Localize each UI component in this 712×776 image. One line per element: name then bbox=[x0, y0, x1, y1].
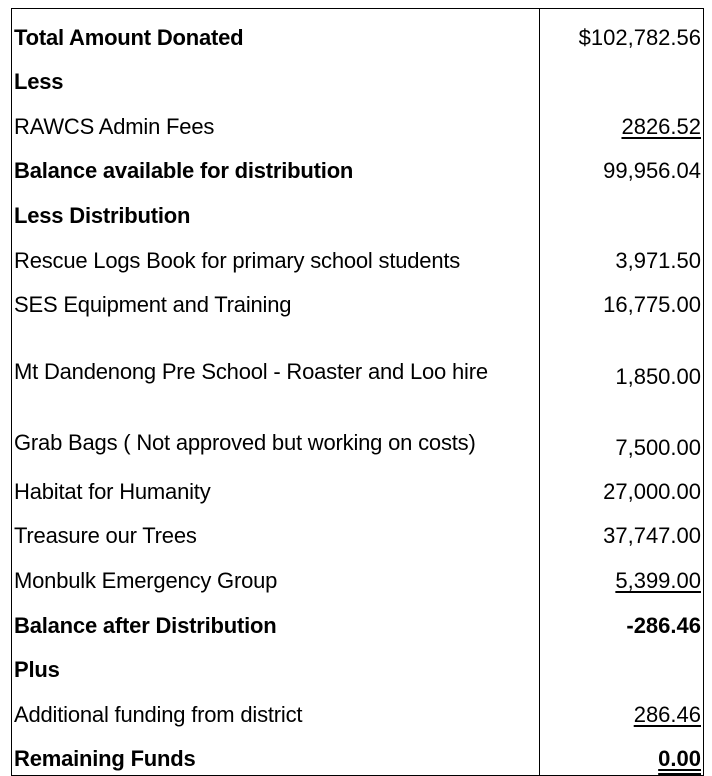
table-row bbox=[12, 686, 704, 731]
row-amount-treasure-our-trees bbox=[540, 508, 704, 553]
table-row bbox=[12, 463, 704, 508]
row-amount-additional-funding bbox=[540, 686, 704, 731]
row-label-balance-after-distribution: Balance after Distribution bbox=[12, 597, 540, 642]
table-row bbox=[12, 392, 704, 463]
row-label-monbulk-emergency-group: Monbulk Emergency Group bbox=[12, 552, 540, 597]
amount-value: 1,850.00 bbox=[615, 364, 701, 390]
row-amount-total-amount-donated bbox=[540, 9, 704, 54]
table-row bbox=[12, 9, 704, 54]
table-row bbox=[12, 277, 704, 322]
row-amount-remaining-funds bbox=[540, 731, 704, 776]
row-label-plus: Plus bbox=[12, 642, 540, 687]
row-label-grab-bags: Grab Bags ( Not approved but working on costs) bbox=[12, 392, 540, 463]
amount-value: $102,782.56 bbox=[578, 24, 701, 50]
amount-value: 16,775.00 bbox=[603, 292, 701, 318]
table-row bbox=[12, 98, 704, 143]
row-label-rescue-logs-book: Rescue Logs Book for primary school students bbox=[12, 232, 540, 277]
row-amount-mt-dandenong-pre-school bbox=[540, 321, 704, 392]
row-label-remaining-funds: Remaining Funds bbox=[12, 731, 540, 776]
row-amount-ses-equipment bbox=[540, 277, 704, 322]
table-row bbox=[12, 321, 704, 392]
row-amount-grab-bags bbox=[540, 392, 704, 463]
row-amount-empty bbox=[540, 187, 704, 232]
row-label-ses-equipment: SES Equipment and Training bbox=[12, 277, 540, 322]
table-row bbox=[12, 597, 704, 642]
amount-value: 286.46 bbox=[633, 701, 701, 727]
row-amount-rawcs-admin-fees bbox=[540, 98, 704, 143]
row-label-habitat-for-humanity: Habitat for Humanity bbox=[12, 463, 540, 508]
row-label-balance-available: Balance available for distribution bbox=[12, 143, 540, 188]
amount-value: 0.00 bbox=[658, 746, 701, 772]
row-label-treasure-our-trees: Treasure our Trees bbox=[12, 508, 540, 553]
row-amount-monbulk-emergency-group bbox=[540, 552, 704, 597]
row-amount-rescue-logs-book bbox=[540, 232, 704, 277]
table-row bbox=[12, 508, 704, 553]
row-label-mt-dandenong-pre-school: Mt Dandenong Pre School - Roaster and Loo hire bbox=[12, 321, 540, 392]
amount-value: 5,399.00 bbox=[615, 567, 701, 593]
amount-value: 37,747.00 bbox=[603, 523, 701, 549]
row-label-less-distribution: Less Distribution bbox=[12, 187, 540, 232]
amount-value: 27,000.00 bbox=[603, 478, 701, 504]
table-row bbox=[12, 731, 704, 776]
table-row bbox=[12, 143, 704, 188]
amount-value: -286.46 bbox=[626, 612, 701, 638]
funds-distribution-table bbox=[11, 8, 704, 776]
amount-value: 99,956.04 bbox=[603, 158, 701, 184]
row-amount-balance-after-distribution bbox=[540, 597, 704, 642]
row-amount-empty bbox=[540, 54, 704, 99]
row-amount-habitat-for-humanity bbox=[540, 463, 704, 508]
row-label-additional-funding: Additional funding from district bbox=[12, 686, 540, 731]
amount-value: 3,971.50 bbox=[615, 247, 701, 273]
table-row bbox=[12, 642, 704, 687]
row-amount-empty bbox=[540, 642, 704, 687]
row-label-total-amount-donated: Total Amount Donated bbox=[12, 9, 540, 54]
row-label-less: Less bbox=[12, 54, 540, 99]
table-row bbox=[12, 552, 704, 597]
row-amount-balance-available bbox=[540, 143, 704, 188]
table-row bbox=[12, 232, 704, 277]
amount-value: 7,500.00 bbox=[615, 435, 701, 461]
table-row bbox=[12, 54, 704, 99]
row-label-rawcs-admin-fees: RAWCS Admin Fees bbox=[12, 98, 540, 143]
table-row bbox=[12, 187, 704, 232]
amount-value: 2826.52 bbox=[621, 113, 701, 139]
